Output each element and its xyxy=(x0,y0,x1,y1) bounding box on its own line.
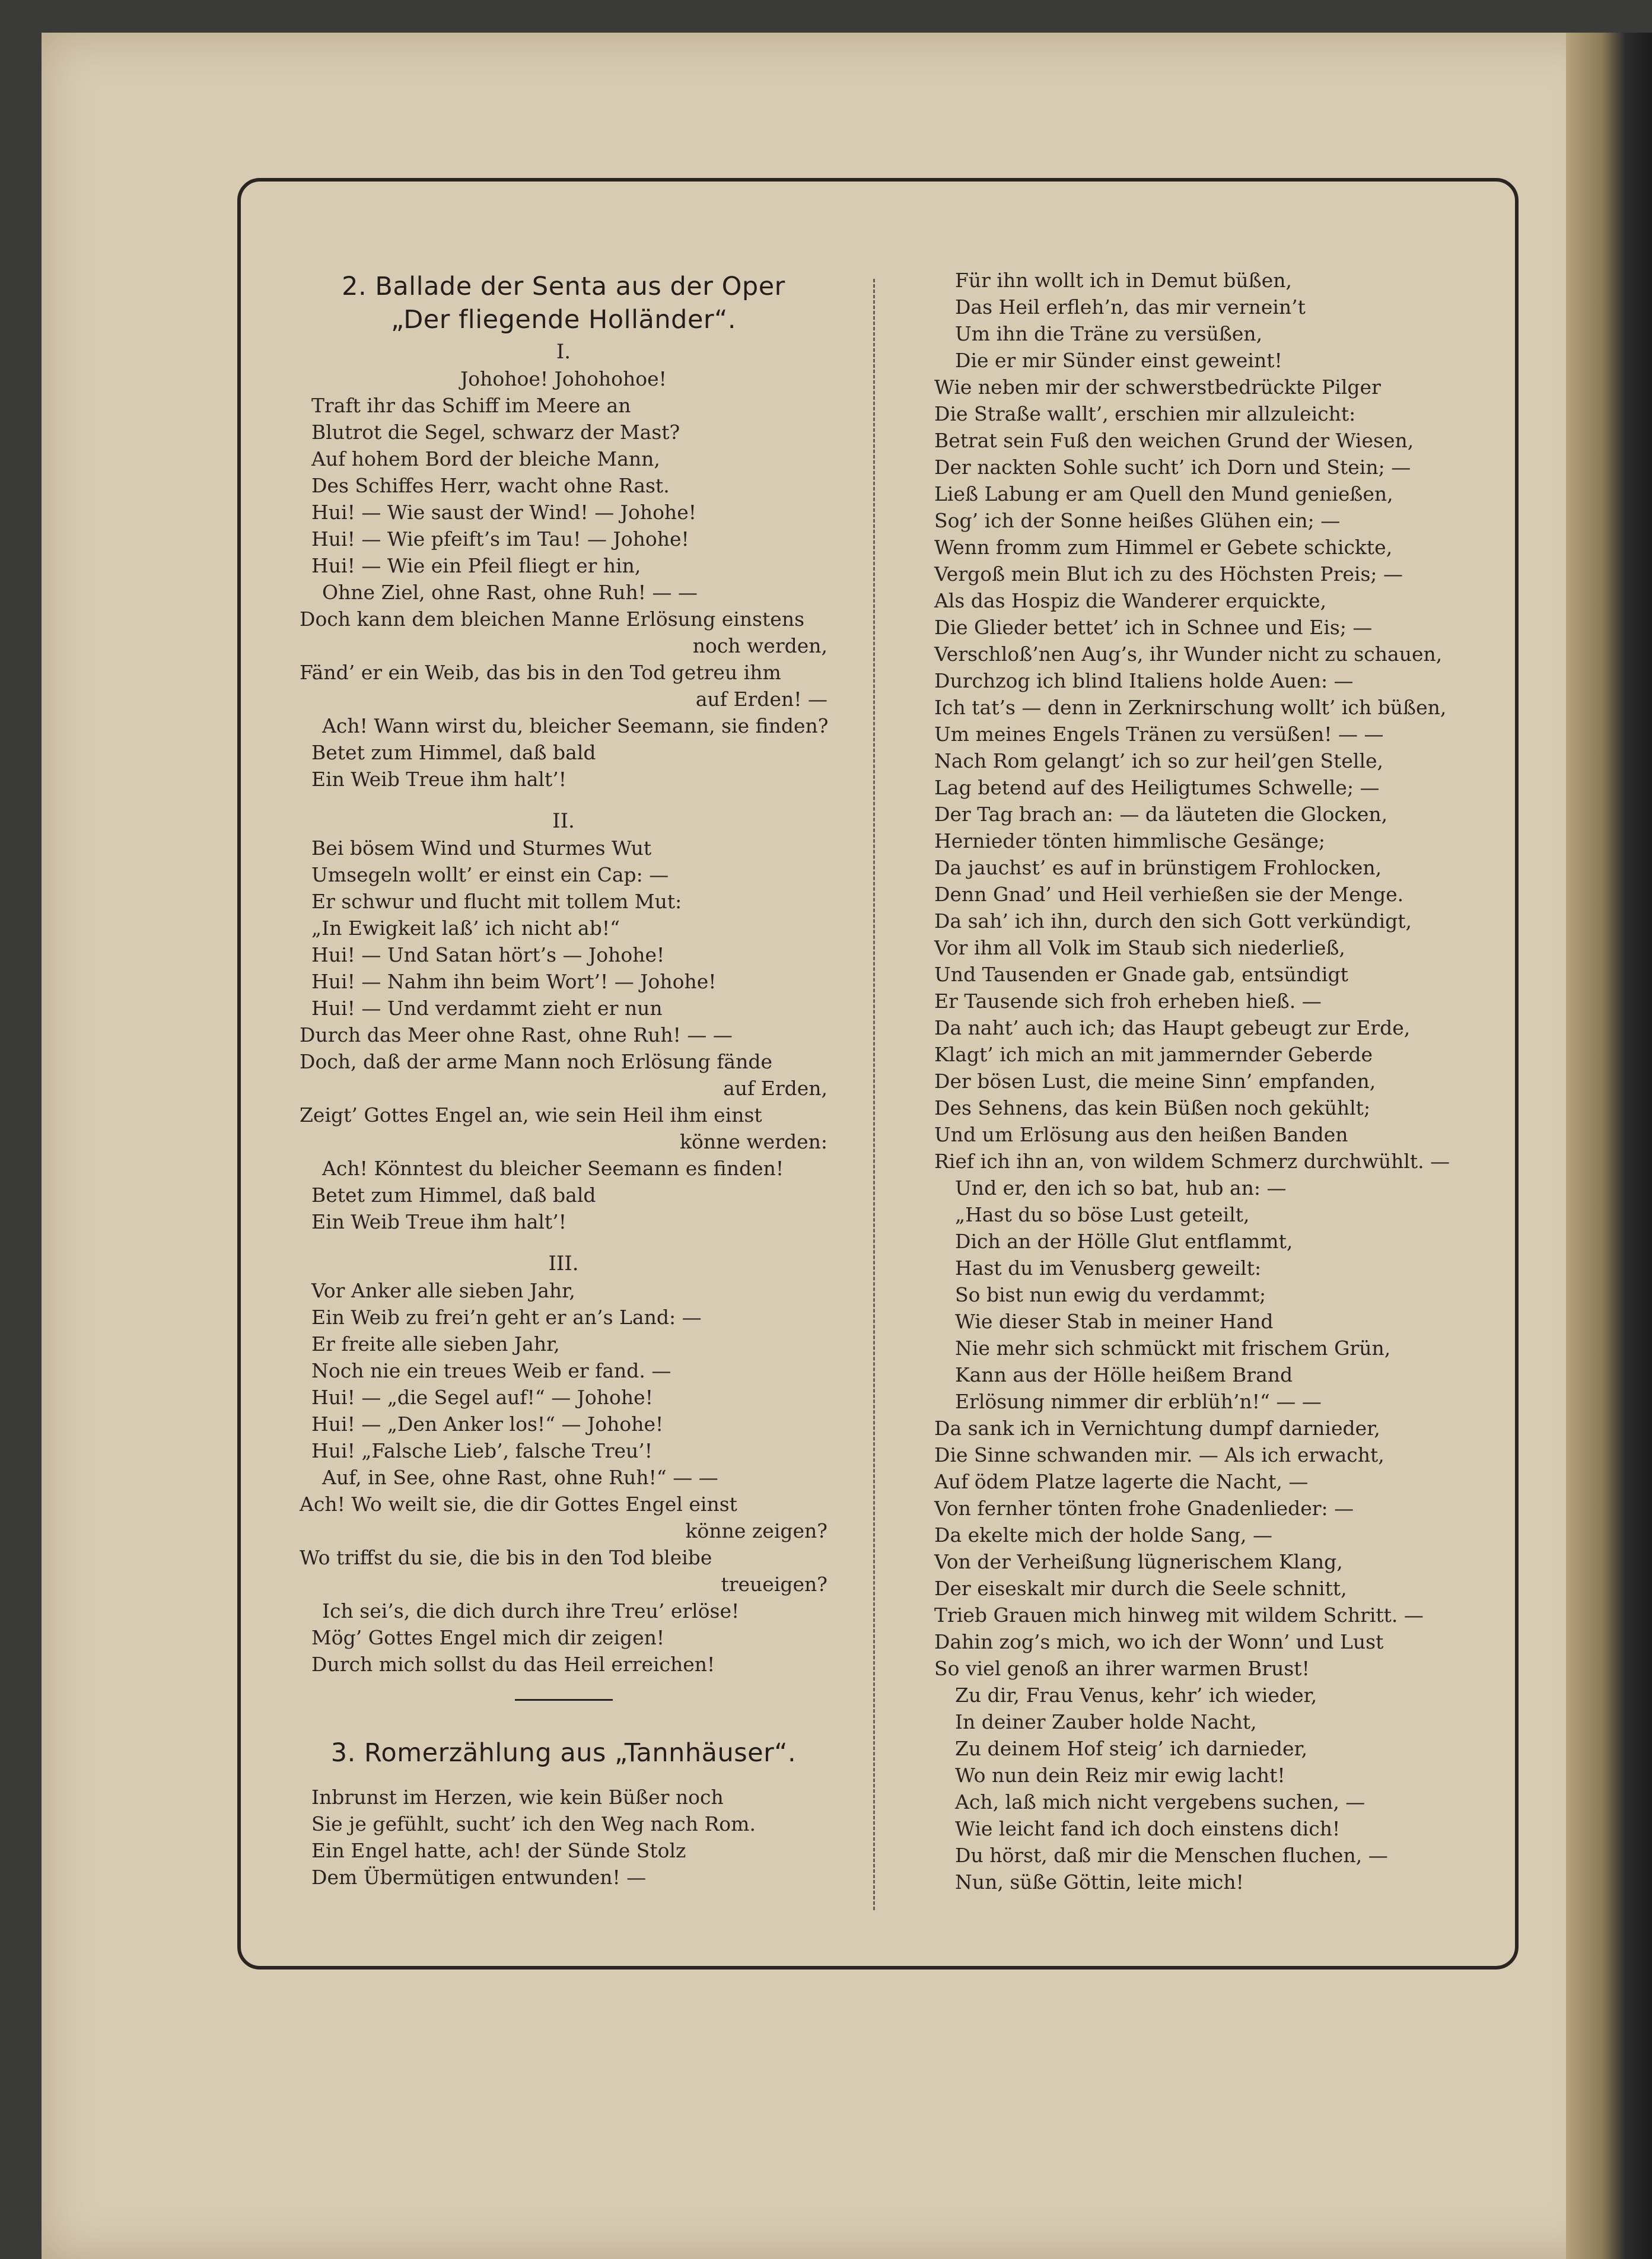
verse-line: Ein Weib Treue ihm halt’! xyxy=(311,768,566,791)
verse-line: Als das Hospiz die Wanderer erquickte, xyxy=(934,589,1327,612)
verse-line: Inbrunst im Herzen, wie kein Büßer noch xyxy=(311,1786,724,1809)
verse-line: Erlösung nimmer dir erblüh’n!“ — — xyxy=(955,1390,1322,1413)
verse-line: Da naht’ auch ich; das Haupt gebeugt zur Erde, xyxy=(934,1016,1411,1039)
verse-line: Traft ihr das Schiff im Meere an xyxy=(311,394,631,417)
verse-line: Hui! — Wie ein Pfeil fliegt er hin, xyxy=(311,554,641,577)
verse-line: Ohne Ziel, ohne Rast, ohne Ruh! — — xyxy=(322,581,698,604)
verse-line: Für ihn wollt ich in Demut büßen, xyxy=(955,269,1292,292)
verse-line: Der Tag brach an: — da läuteten die Glocken, xyxy=(934,803,1388,826)
verse-line: Hui! — Und Satan hört’s — Johohe! xyxy=(311,943,665,966)
verse-line: Wo nun dein Reiz mir ewig lacht! xyxy=(955,1764,1285,1787)
verse-line: Er freite alle sieben Jahr, xyxy=(311,1332,560,1356)
verse-line: Da jauchst’ es auf in brünstigem Frohlocken, xyxy=(934,856,1382,879)
verse-line: Ein Weib Treue ihm halt’! xyxy=(311,1210,566,1233)
verse-line: treueigen? xyxy=(721,1573,827,1596)
right-column xyxy=(934,267,1456,1895)
verse-line: Durch das Meer ohne Rast, ohne Ruh! — — xyxy=(300,1023,733,1046)
verse-line: Er Tausende sich froh erheben hieß. — xyxy=(934,989,1322,1013)
verse-line: Von der Verheißung lügnerischem Klang, xyxy=(934,1550,1343,1573)
verse-line: Doch kann dem bleichen Manne Erlösung einstens xyxy=(300,607,805,631)
verse-line: Der nackten Sohle sucht’ ich Dorn und Stein; — xyxy=(934,456,1411,479)
stanza-number: II. xyxy=(552,809,575,833)
section-rule xyxy=(515,1699,613,1701)
ballade-title-line-2: „Der fliegende Holländer“. xyxy=(390,305,737,335)
verse-line: Das Heil erfleh’n, das mir vernein’t xyxy=(955,295,1306,319)
romerzaehlung-title: 3. Romerzählung aus „Tannhäuser“. xyxy=(330,1738,797,1768)
verse-line: Von fernher tönten frohe Gnadenlieder: — xyxy=(934,1497,1354,1520)
verse-line: Des Sehnens, das kein Büßen noch gekühlt; xyxy=(934,1096,1371,1119)
stanza-number: III. xyxy=(548,1252,579,1275)
verse-line: Wenn fromm zum Himmel er Gebete schickte, xyxy=(934,536,1393,559)
verse-line: Hui! — „Den Anker los!“ — Johohe! xyxy=(311,1412,664,1436)
verse-line: Klagt’ ich mich an mit jammernder Geberde xyxy=(934,1043,1373,1066)
verse-line: Ich tat’s — denn in Zerknirschung wollt’ ich büßen, xyxy=(934,696,1447,719)
verse-line: Betet zum Himmel, daß bald xyxy=(311,741,596,764)
verse-line: Fänd’ er ein Weib, das bis in den Tod getreu ihm xyxy=(300,661,781,684)
verse-line: Denn Gnad’ und Heil verhießen sie der Menge. xyxy=(934,883,1404,906)
verse-line: Dich an der Hölle Glut entflammt, xyxy=(955,1230,1293,1253)
stanza-2 xyxy=(300,835,827,1235)
verse-line: Ein Engel hatte, ach! der Sünde Stolz xyxy=(311,1839,686,1862)
verse-line: „Hast du so böse Lust geteilt, xyxy=(955,1203,1250,1226)
verse-line: Sie je gefühlt, sucht’ ich den Weg nach Rom. xyxy=(311,1812,756,1835)
stanza-1 xyxy=(300,365,827,793)
verse-line: Zu deinem Hof steig’ ich darnieder, xyxy=(955,1737,1308,1760)
verse-line: noch werden, xyxy=(692,634,827,657)
verse-line: Des Schiffes Herr, wacht ohne Rast. xyxy=(311,474,670,497)
romerzaehlung-continued xyxy=(934,267,1456,1895)
verse-line: Er schwur und flucht mit tollem Mut: xyxy=(311,890,682,913)
verse-line: Trieb Grauen mich hinweg mit wildem Schritt. — xyxy=(934,1603,1424,1627)
verse-line: Du hörst, daß mir die Menschen fluchen, — xyxy=(955,1844,1388,1867)
verse-line: Hui! „Falsche Lieb’, falsche Treu’! xyxy=(311,1439,653,1462)
book-spine xyxy=(1566,33,1652,2259)
verse-line: Betrat sein Fuß den weichen Grund der Wiesen, xyxy=(934,429,1414,452)
verse-line: Wo triffst du sie, die bis in den Tod bleibe xyxy=(300,1546,712,1569)
verse-line: Durch mich sollst du das Heil erreichen! xyxy=(311,1653,715,1676)
verse-line: Und Tausenden er Gnade gab, entsündigt xyxy=(934,963,1348,986)
verse-line: Zu dir, Frau Venus, kehr’ ich wieder, xyxy=(955,1684,1317,1707)
ballade-title-line-1: 2. Ballade der Senta aus der Oper xyxy=(342,272,785,301)
verse-line: Wie neben mir der schwerstbedrückte Pilger xyxy=(934,376,1381,399)
verse-line: Wie leicht fand ich doch einstens dich! xyxy=(955,1817,1341,1840)
verse-line: Nie mehr sich schmückt mit frischem Grün, xyxy=(955,1337,1391,1360)
verse-line: „In Ewigkeit laß’ ich nicht ab!“ xyxy=(311,917,620,940)
verse-line: Und er, den ich so bat, hub an: — xyxy=(955,1176,1287,1200)
verse-line: Die Glieder bettet’ ich in Schnee und Eis; — xyxy=(934,616,1373,639)
verse-line: Dahin zog’s mich, wo ich der Wonn’ und Lust xyxy=(934,1630,1384,1653)
verse-line: Mög’ Gottes Engel mich dir zeigen! xyxy=(311,1626,665,1649)
verse-line: Kann aus der Hölle heißem Brand xyxy=(955,1363,1293,1386)
verse-line: Ach! Wann wirst du, bleicher Seemann, sie finden? xyxy=(322,714,829,737)
verse-line: Hui! — Wie pfeift’s im Tau! — Johohe! xyxy=(311,527,689,551)
verse-line: Hui! — „die Segel auf!“ — Johohe! xyxy=(311,1386,653,1409)
verse-line: So bist nun ewig du verdammt; xyxy=(955,1283,1266,1306)
verse-line: könne zeigen? xyxy=(685,1519,827,1542)
verse-line: Ein Weib zu frei’n geht er an’s Land: — xyxy=(311,1306,702,1329)
verse-line: Hui! — Und verdammt zieht er nun xyxy=(311,997,663,1020)
verse-line: Vergoß mein Blut ich zu des Höchsten Preis; — xyxy=(934,562,1403,586)
verse-line: Ließ Labung er am Quell den Mund genießen, xyxy=(934,482,1393,505)
verse-line: Hernieder tönten himmlische Gesänge; xyxy=(934,829,1325,852)
stanza-number: I. xyxy=(556,340,571,364)
verse-line: Ach, laß mich nicht vergebens suchen, — xyxy=(955,1790,1365,1813)
verse-line: Die Sinne schwanden mir. — Als ich erwacht, xyxy=(934,1443,1384,1466)
verse-line: Wie dieser Stab in meiner Hand xyxy=(955,1310,1274,1333)
verse-line: Lag betend auf des Heiligtumes Schwelle; — xyxy=(934,776,1380,799)
verse-line: Da sah’ ich ihn, durch den sich Gott verkündigt, xyxy=(934,909,1412,933)
verse-line: Die er mir Sünder einst geweint! xyxy=(955,349,1282,372)
verse-line: Nun, süße Göttin, leite mich! xyxy=(955,1870,1244,1894)
verse-line: Doch, daß der arme Mann noch Erlösung fände xyxy=(300,1050,772,1073)
verse-line: Bei bösem Wind und Sturmes Wut xyxy=(311,836,652,860)
verse-line: Und um Erlösung aus den heißen Banden xyxy=(934,1123,1348,1146)
verse-line: Die Straße wallt’, erschien mir allzuleicht: xyxy=(934,402,1356,425)
column-divider xyxy=(873,279,875,1910)
verse-line: In deiner Zauber holde Nacht, xyxy=(955,1710,1257,1733)
verse-line: Johohoe! Johohohoe! xyxy=(460,367,667,390)
verse-line: Noch nie ein treues Weib er fand. — xyxy=(311,1359,671,1382)
verse-line: Hast du im Venusberg geweilt: xyxy=(955,1256,1262,1280)
verse-line: Auf, in See, ohne Rast, ohne Ruh!“ — — xyxy=(322,1466,718,1489)
verse-line: Umsegeln wollt’ er einst ein Cap: — xyxy=(311,863,669,886)
verse-line: Der eiseskalt mir durch die Seele schnitt, xyxy=(934,1577,1347,1600)
verse-line: Zeigt’ Gottes Engel an, wie sein Heil ihm einst xyxy=(300,1103,762,1127)
verse-line: Auf ödem Platze lagerte die Nacht, — xyxy=(934,1470,1309,1493)
verse-line: Durchzog ich blind Italiens holde Auen: — xyxy=(934,669,1354,692)
verse-line: Hui! — Wie saust der Wind! — Johohe! xyxy=(311,501,696,524)
verse-line: Verschloß’nen Aug’s, ihr Wunder nicht zu schauen, xyxy=(934,642,1443,666)
verse-line: Ach! Wo weilt sie, die dir Gottes Engel einst xyxy=(300,1493,737,1516)
verse-line: Dem Übermütigen entwunden! — xyxy=(311,1866,647,1889)
verse-line: Sog’ ich der Sonne heißes Glühen ein; — xyxy=(934,509,1341,532)
verse-line: Ich sei’s, die dich durch ihre Treu’ erlöse! xyxy=(322,1599,740,1622)
verse-line: Vor ihm all Volk im Staub sich niederließ, xyxy=(934,936,1345,959)
verse-line: Vor Anker alle sieben Jahr, xyxy=(311,1279,575,1302)
verse-line: auf Erden! — xyxy=(695,688,827,711)
verse-line: Ach! Könntest du bleicher Seemann es finden! xyxy=(322,1157,784,1180)
left-column xyxy=(300,270,827,1891)
verse-line: So viel genoß an ihrer warmen Brust! xyxy=(934,1657,1310,1680)
verse-line: Hui! — Nahm ihn beim Wort’! — Johohe! xyxy=(311,970,717,993)
verse-line: Da ekelte mich der holde Sang, — xyxy=(934,1523,1272,1547)
verse-line: Auf hohem Bord der bleiche Mann, xyxy=(311,447,660,470)
verse-line: Rief ich ihn an, von wildem Schmerz durchwühlt. — xyxy=(934,1150,1450,1173)
verse-line: Betet zum Himmel, daß bald xyxy=(311,1183,596,1207)
verse-line: Um meines Engels Tränen zu versüßen! — — xyxy=(934,723,1384,746)
verse-line: Nach Rom gelangt’ ich so zur heil’gen Stelle, xyxy=(934,749,1384,772)
romerzaehlung-start xyxy=(300,1784,827,1891)
verse-line: könne werden: xyxy=(680,1130,827,1153)
verse-line: Blutrot die Segel, schwarz der Mast? xyxy=(311,421,680,444)
verse-line: Der bösen Lust, die meine Sinn’ empfanden, xyxy=(934,1070,1376,1093)
stanza-3 xyxy=(300,1277,827,1678)
verse-line: auf Erden, xyxy=(723,1077,827,1100)
verse-line: Um ihn die Träne zu versüßen, xyxy=(955,322,1263,345)
verse-line: Da sank ich in Vernichtung dumpf darnieder, xyxy=(934,1417,1380,1440)
